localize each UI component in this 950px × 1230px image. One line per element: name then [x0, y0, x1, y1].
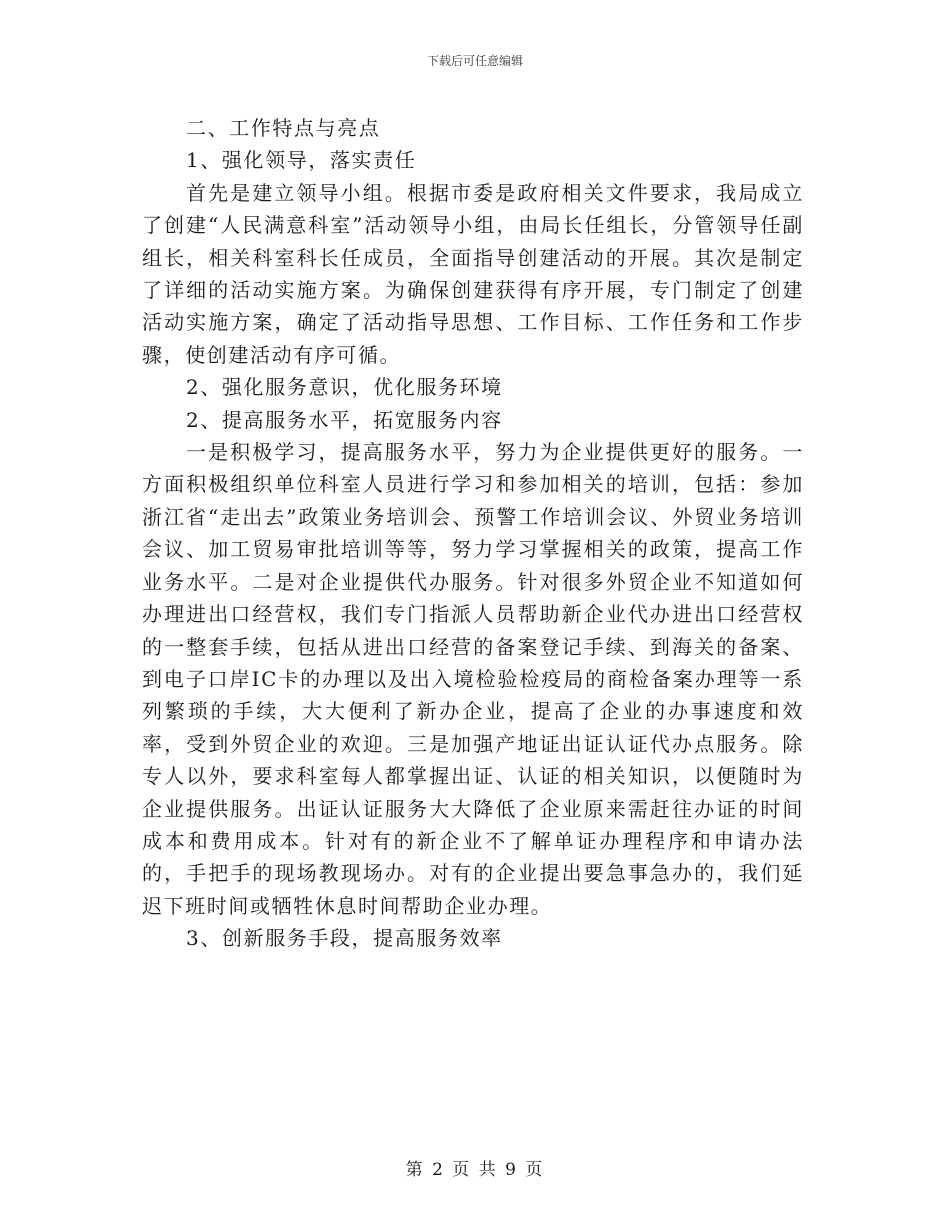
section-heading: 二、工作特点与亮点: [186, 116, 381, 140]
subsection-heading-4: 3、创新服务手段，提高服务效率: [186, 926, 503, 951]
subsection-heading-2: 2、强化服务意识，优化服务环境: [186, 375, 503, 400]
paragraph-2: 一是积极学习，提高服务水平，努力为企业提供更好的服务。一方面积极组织单位科室人员进行学习和参加相关的培训，包括：参加浙江省“走出去”政策业务培训会、预警工作培训会议、外贸业务培训会议、加工贸易审批培训等等，努力学习掌握相关的政策，提高工作业务水平。二是对企业提供代办服务。针对很多外贸企业不知道如何办理进出口经营权，我们专门指派人员帮助新企业代办进出口经营权的一整套手续，包括从进出口经营的备案登记手续、到海关的备案、到电子口岸IC卡的办理以及出入境检验检疫局的商检备案办理等一系列繁琐的手续，大大便利了新办企业，提高了企业的办事速度和效率，受到外贸企业的欢迎。三是加强产地证出证认证代办点服务。除专人以外，要求科室每人都掌握出证、认证的相关知识，以便随时为企业提供服务。出证认证服务大大降低了企业原来需赶往办证的时间成本和费用成本。针对有的新企业不了解单证办理程序和申请办法的，手把手的现场教现场办。对有的企业提出要急事急办的，我们延迟下班时间或牺牲休息时间帮助企业办理。: [142, 440, 804, 918]
subsection-heading-3: 2、提高服务水平，拓宽服务内容: [186, 407, 503, 432]
page-number: 第 2 页 共 9 页: [405, 1160, 545, 1180]
page-header: 下载后可任意编辑: [426, 54, 523, 68]
document-body: [142, 112, 804, 955]
paragraph-1: 首先是建立领导小组。根据市委是政府相关文件要求，我局成立了创建“人民满意科室”活动领导小组，由局长任组长，分管领导任副组长，相关科室科长任成员，全面指导创建活动的开展。其次是制定了详细的活动实施方案。为确保创建获得有序开展，专门制定了创建活动实施方案，确定了活动指导思想、工作目标、工作任务和工作步骤，使创建活动有序可循。: [142, 180, 804, 367]
subsection-heading-1: 1、强化领导，落实责任: [186, 148, 417, 173]
